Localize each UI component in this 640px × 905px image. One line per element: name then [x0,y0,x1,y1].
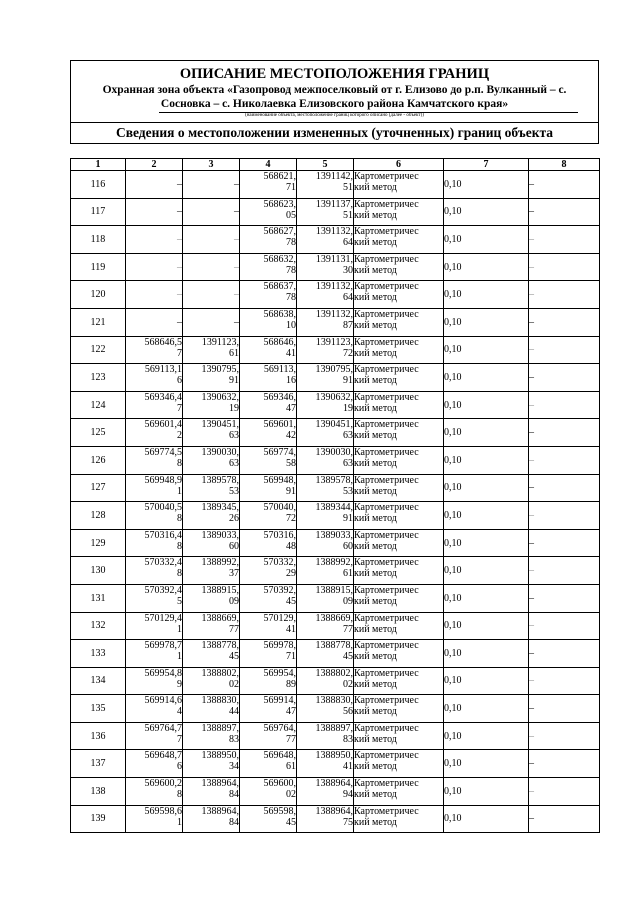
old-x-coordinate: – [126,308,183,336]
old-y-coordinate: 1388669, 77 [183,612,240,640]
new-y-coordinate: 1391131, 30 [297,253,354,281]
accuracy-value: 0,10 [444,640,529,668]
point-number: 128 [71,502,126,530]
new-x-coordinate: 569764, 77 [240,722,297,750]
table-row [71,446,600,474]
point-number: 129 [71,529,126,557]
determination-method: Картометричес кий метод [354,198,444,226]
new-x-coordinate: 569648, 61 [240,750,297,778]
old-y-coordinate: 1388897, 83 [183,722,240,750]
table-row [71,640,600,668]
new-y-coordinate: 1391132, 64 [297,281,354,309]
determination-method: Картометричес кий метод [354,502,444,530]
accuracy-value: 0,10 [444,253,529,281]
old-x-coordinate: 569601,4 2 [126,419,183,447]
old-x-coordinate: 568646,5 7 [126,336,183,364]
boundary-description: – [529,805,600,833]
accuracy-value: 0,10 [444,750,529,778]
table-row [71,557,600,585]
accuracy-value: 0,10 [444,778,529,806]
determination-method: Картометричес кий метод [354,419,444,447]
old-x-coordinate: 569978,7 1 [126,640,183,668]
boundary-description: – [529,198,600,226]
accuracy-value: 0,10 [444,419,529,447]
determination-method: Картометричес кий метод [354,722,444,750]
old-y-coordinate: 1388830, 44 [183,695,240,723]
new-x-coordinate: 570392, 45 [240,584,297,612]
old-x-coordinate: – [126,253,183,281]
accuracy-value: 0,10 [444,667,529,695]
new-x-coordinate: 570316, 48 [240,529,297,557]
coordinates-table [70,158,600,833]
point-number: 127 [71,474,126,502]
old-y-coordinate: 1388778, 45 [183,640,240,668]
old-y-coordinate: 1388964, 84 [183,805,240,833]
boundary-description: – [529,750,600,778]
column-number-row [71,159,600,171]
old-y-coordinate: 1390632, 19 [183,391,240,419]
old-y-coordinate: 1391123, 61 [183,336,240,364]
new-x-coordinate: 569978, 71 [240,640,297,668]
new-x-coordinate: 569774, 58 [240,446,297,474]
table-row [71,253,600,281]
boundary-description: – [529,502,600,530]
old-x-coordinate: – [126,198,183,226]
new-y-coordinate: 1388802, 02 [297,667,354,695]
table-row [71,529,600,557]
new-x-coordinate: 568621, 71 [240,171,297,199]
table-row [71,281,600,309]
old-y-coordinate: – [183,308,240,336]
old-y-coordinate: 1390795, 91 [183,364,240,392]
section-title: Сведения о местоположении измененных (уточненных) границ объекта [115,125,554,140]
old-y-coordinate: – [183,198,240,226]
old-y-coordinate: 1389033, 60 [183,529,240,557]
new-y-coordinate: 1390632, 19 [297,391,354,419]
table-row [71,171,600,199]
new-y-coordinate: 1388915, 09 [297,584,354,612]
determination-method: Картометричес кий метод [354,750,444,778]
point-number: 118 [71,226,126,254]
old-x-coordinate: – [126,171,183,199]
column-header-7: 7 [444,159,529,171]
boundary-description: – [529,419,600,447]
old-x-coordinate: – [126,226,183,254]
accuracy-value: 0,10 [444,695,529,723]
old-x-coordinate: 569948,9 1 [126,474,183,502]
old-y-coordinate: – [183,281,240,309]
determination-method: Картометричес кий метод [354,640,444,668]
old-y-coordinate: – [183,253,240,281]
accuracy-value: 0,10 [444,308,529,336]
old-y-coordinate: 1390030, 63 [183,446,240,474]
accuracy-value: 0,10 [444,281,529,309]
table-row [71,336,600,364]
accuracy-value: 0,10 [444,336,529,364]
boundary-description: – [529,722,600,750]
new-y-coordinate: 1389033, 60 [297,529,354,557]
point-number: 138 [71,778,126,806]
boundary-description: – [529,281,600,309]
boundary-description: – [529,226,600,254]
new-x-coordinate: 569598, 45 [240,805,297,833]
boundary-description: – [529,336,600,364]
point-number: 135 [71,695,126,723]
determination-method: Картометричес кий метод [354,529,444,557]
column-header-6: 6 [354,159,444,171]
old-y-coordinate: 1388802, 02 [183,667,240,695]
boundary-description: – [529,557,600,585]
accuracy-value: 0,10 [444,557,529,585]
table-row [71,502,600,530]
table-row [71,364,600,392]
document-header [70,60,599,144]
point-number: 136 [71,722,126,750]
accuracy-value: 0,10 [444,805,529,833]
boundary-description: – [529,474,600,502]
old-x-coordinate: 570040,5 8 [126,502,183,530]
point-number: 126 [71,446,126,474]
table-row [71,722,600,750]
new-x-coordinate: 569914, 47 [240,695,297,723]
table-row [71,667,600,695]
accuracy-value: 0,10 [444,446,529,474]
new-y-coordinate: 1388964, 94 [297,778,354,806]
accuracy-value: 0,10 [444,226,529,254]
determination-method: Картометричес кий метод [354,805,444,833]
new-x-coordinate: 569346, 47 [240,391,297,419]
new-x-coordinate: 568646, 41 [240,336,297,364]
boundary-description: – [529,612,600,640]
new-x-coordinate: 569601, 42 [240,419,297,447]
boundary-description: – [529,640,600,668]
table-row [71,198,600,226]
new-y-coordinate: 1388669, 77 [297,612,354,640]
new-x-coordinate: 568632, 78 [240,253,297,281]
old-x-coordinate: 569600,2 8 [126,778,183,806]
boundary-description: – [529,778,600,806]
accuracy-value: 0,10 [444,612,529,640]
new-y-coordinate: 1388950, 41 [297,750,354,778]
accuracy-value: 0,10 [444,529,529,557]
table-row [71,474,600,502]
new-y-coordinate: 1389344, 91 [297,502,354,530]
new-x-coordinate: 569948, 91 [240,474,297,502]
old-x-coordinate: 569598,6 1 [126,805,183,833]
table-row [71,226,600,254]
determination-method: Картометричес кий метод [354,557,444,585]
new-x-coordinate: 570040, 72 [240,502,297,530]
determination-method: Картометричес кий метод [354,474,444,502]
new-y-coordinate: 1390451, 63 [297,419,354,447]
determination-method: Картометричес кий метод [354,364,444,392]
determination-method: Картометричес кий метод [354,308,444,336]
new-y-coordinate: 1388830, 56 [297,695,354,723]
accuracy-value: 0,10 [444,391,529,419]
new-x-coordinate: 569954, 89 [240,667,297,695]
old-y-coordinate: – [183,171,240,199]
new-y-coordinate: 1391132, 87 [297,308,354,336]
determination-method: Картометричес кий метод [354,171,444,199]
new-y-coordinate: 1388897, 83 [297,722,354,750]
old-x-coordinate: 569648,7 6 [126,750,183,778]
boundary-description: – [529,364,600,392]
document-title: ОПИСАНИЕ МЕСТОПОЛОЖЕНИЯ ГРАНИЦ [179,66,490,82]
old-y-coordinate: 1388950, 34 [183,750,240,778]
old-x-coordinate: 569774,5 8 [126,446,183,474]
point-number: 116 [71,171,126,199]
new-x-coordinate: 568637, 78 [240,281,297,309]
object-caption-note: (наименование объекта, местоположение границ которого описано (далее - объект)) [245,113,424,118]
new-x-coordinate: 569113, 16 [240,364,297,392]
old-y-coordinate: – [183,226,240,254]
new-x-coordinate: 570129, 41 [240,612,297,640]
accuracy-value: 0,10 [444,171,529,199]
point-number: 125 [71,419,126,447]
point-number: 121 [71,308,126,336]
determination-method: Картометричес кий метод [354,446,444,474]
accuracy-value: 0,10 [444,198,529,226]
point-number: 131 [71,584,126,612]
determination-method: Картометричес кий метод [354,612,444,640]
old-y-coordinate: 1388992, 37 [183,557,240,585]
new-x-coordinate: 570332, 29 [240,557,297,585]
boundary-description: – [529,171,600,199]
new-y-coordinate: 1391123, 72 [297,336,354,364]
point-number: 120 [71,281,126,309]
old-y-coordinate: 1388915, 09 [183,584,240,612]
table-row [71,750,600,778]
determination-method: Картометричес кий метод [354,584,444,612]
point-number: 117 [71,198,126,226]
boundary-description: – [529,695,600,723]
table-row [71,612,600,640]
column-header-1: 1 [71,159,126,171]
point-number: 130 [71,557,126,585]
old-x-coordinate: 569954,8 9 [126,667,183,695]
determination-method: Картометричес кий метод [354,667,444,695]
old-x-coordinate: 570316,4 8 [126,529,183,557]
object-description: Охранная зона объекта «Газопровод межпоселковый от г. Елизово до р.п. Вулканный – с. Сосновка – с. Николаевка Елизовского района Камчатского края» [102,84,567,110]
table-row [71,419,600,447]
new-x-coordinate: 568627, 78 [240,226,297,254]
table-row [71,778,600,806]
accuracy-value: 0,10 [444,722,529,750]
table-row [71,805,600,833]
boundary-description: – [529,667,600,695]
point-number: 123 [71,364,126,392]
new-y-coordinate: 1388992, 61 [297,557,354,585]
new-y-coordinate: 1391137, 51 [297,198,354,226]
old-x-coordinate: 570129,4 1 [126,612,183,640]
accuracy-value: 0,10 [444,474,529,502]
determination-method: Картометричес кий метод [354,253,444,281]
new-y-coordinate: 1388778, 45 [297,640,354,668]
point-number: 134 [71,667,126,695]
column-header-2: 2 [126,159,183,171]
new-y-coordinate: 1388964, 75 [297,805,354,833]
table-row [71,308,600,336]
old-x-coordinate: 569764,7 7 [126,722,183,750]
new-x-coordinate: 569600, 02 [240,778,297,806]
boundary-description: – [529,391,600,419]
table-row [71,391,600,419]
boundary-description: – [529,308,600,336]
new-y-coordinate: 1391142, 51 [297,171,354,199]
table-body [71,171,600,833]
determination-method: Картометричес кий метод [354,226,444,254]
old-y-coordinate: 1390451, 63 [183,419,240,447]
point-number: 132 [71,612,126,640]
determination-method: Картометричес кий метод [354,281,444,309]
column-header-4: 4 [240,159,297,171]
point-number: 119 [71,253,126,281]
point-number: 124 [71,391,126,419]
new-y-coordinate: 1390030, 63 [297,446,354,474]
old-y-coordinate: 1389578, 53 [183,474,240,502]
column-header-8: 8 [529,159,600,171]
old-x-coordinate: 569346,4 7 [126,391,183,419]
point-number: 122 [71,336,126,364]
new-x-coordinate: 568623, 05 [240,198,297,226]
determination-method: Картометричес кий метод [354,778,444,806]
accuracy-value: 0,10 [444,502,529,530]
accuracy-value: 0,10 [444,584,529,612]
point-number: 133 [71,640,126,668]
old-x-coordinate: 569113,1 6 [126,364,183,392]
old-x-coordinate: 570332,4 8 [126,557,183,585]
determination-method: Картометричес кий метод [354,391,444,419]
boundary-description: – [529,446,600,474]
point-number: 137 [71,750,126,778]
boundary-description: – [529,584,600,612]
boundary-description: – [529,529,600,557]
table-row [71,584,600,612]
column-header-5: 5 [297,159,354,171]
old-y-coordinate: 1388964, 84 [183,778,240,806]
new-y-coordinate: 1389578, 53 [297,474,354,502]
accuracy-value: 0,10 [444,364,529,392]
determination-method: Картометричес кий метод [354,336,444,364]
column-header-3: 3 [183,159,240,171]
header-divider [71,122,598,123]
new-y-coordinate: 1391132, 64 [297,226,354,254]
new-y-coordinate: 1390795, 91 [297,364,354,392]
new-x-coordinate: 568638, 10 [240,308,297,336]
old-x-coordinate: 570392,4 5 [126,584,183,612]
point-number: 139 [71,805,126,833]
old-y-coordinate: 1389345, 26 [183,502,240,530]
table-row [71,695,600,723]
old-x-coordinate: 569914,6 4 [126,695,183,723]
determination-method: Картометричес кий метод [354,695,444,723]
boundary-description: – [529,253,600,281]
old-x-coordinate: – [126,281,183,309]
